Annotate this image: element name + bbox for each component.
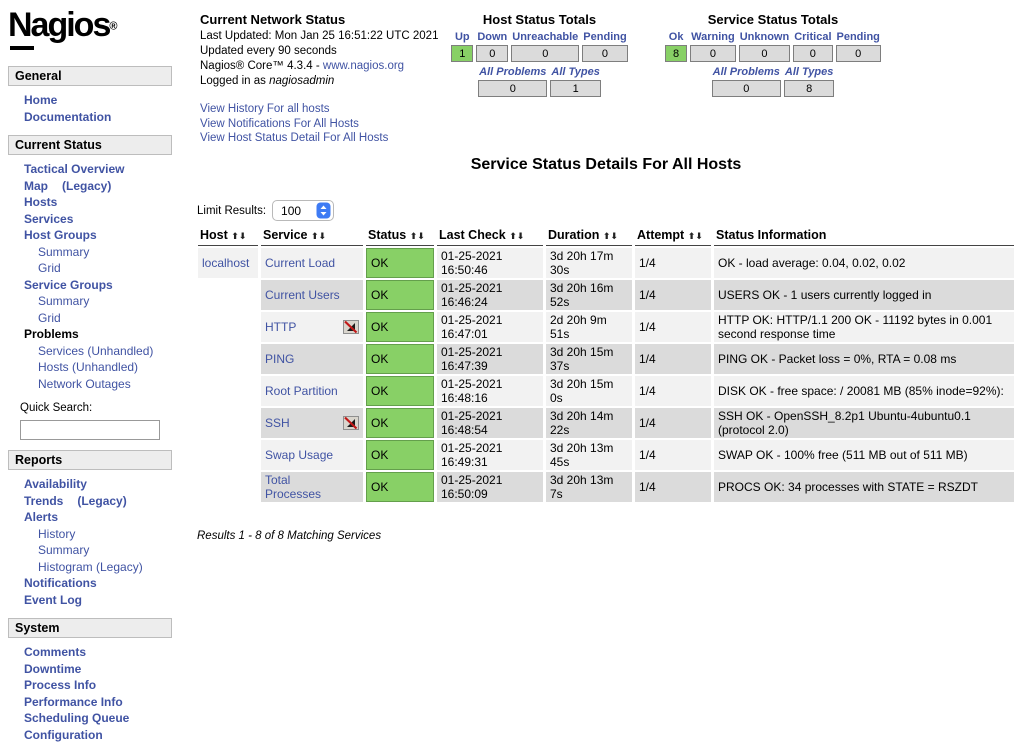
service-ok-link[interactable]: Ok: [665, 31, 687, 43]
section-title: General: [15, 69, 62, 83]
service-totals-title: Service Status Totals: [653, 12, 893, 27]
sidebar-item-services-unhandled[interactable]: Services (Unhandled): [24, 343, 172, 360]
sidebar-item-service-groups-grid[interactable]: Grid: [24, 310, 172, 327]
table-row: [198, 408, 1014, 438]
sidebar-item-performance-info[interactable]: Performance Info: [24, 694, 172, 711]
column-header-status: [366, 227, 434, 246]
sort-descending-icon: ⬇: [319, 231, 327, 241]
update-interval-text: Updated every 90 seconds: [200, 44, 465, 59]
table-row: [198, 376, 1014, 406]
sort-ascending-icon: ⬆: [231, 231, 239, 241]
status-information-cell: DISK OK - free space: / 20081 MB (85% inode=92%):: [714, 376, 1014, 406]
service-warning-link[interactable]: Warning: [690, 31, 736, 43]
version-line: [200, 59, 465, 74]
sort-ascending-icon: ⬆: [688, 231, 696, 241]
service-all-types-link[interactable]: All Types: [784, 66, 835, 78]
reports-items: [8, 476, 172, 608]
network-status-title: Current Network Status: [200, 12, 465, 27]
service-unknown-count[interactable]: 0: [739, 45, 791, 62]
status-badge: OK: [366, 472, 434, 502]
status-badge: OK: [366, 280, 434, 310]
sidebar-item-trends: [24, 493, 172, 510]
sort-service[interactable]: [311, 231, 326, 241]
attempt-cell: 1/4: [635, 280, 711, 310]
table-row: [198, 472, 1014, 502]
last-check-cell: 01-25-2021 16:48:16: [437, 376, 543, 406]
host-unreachable-link[interactable]: Unreachable: [511, 31, 579, 43]
table-row: [198, 280, 1014, 310]
version-text: Nagios® Core™ 4.3.4 -: [200, 60, 323, 72]
service-link[interactable]: Current Load: [265, 256, 335, 270]
sidebar-item-hosts-unhandled[interactable]: Hosts (Unhandled): [24, 359, 172, 376]
sidebar-item-documentation[interactable]: Documentation: [24, 109, 172, 126]
column-header-status-information: [714, 227, 1014, 246]
duration-cell: 3d 20h 15m 37s: [546, 344, 632, 374]
host-down-link[interactable]: Down: [476, 31, 508, 43]
sort-descending-icon: ⬇: [610, 231, 618, 241]
attempt-cell: 1/4: [635, 408, 711, 438]
host-totals-table: [448, 29, 630, 64]
select-stepper-icon: [316, 202, 331, 219]
map-legacy-link[interactable]: (Legacy): [62, 179, 111, 193]
attempt-cell: 1/4: [635, 376, 711, 406]
host-status-totals: [437, 12, 642, 99]
quick-search: [20, 402, 172, 440]
host-header-label: Host: [200, 228, 228, 242]
sidebar-item-host-groups-grid[interactable]: Grid: [24, 260, 172, 277]
sort-attempt[interactable]: [688, 231, 703, 241]
service-all-problems-link[interactable]: All Problems: [712, 66, 781, 78]
sidebar-item-alerts-histogram[interactable]: Histogram (Legacy): [24, 559, 172, 576]
service-pending-link[interactable]: Pending: [836, 31, 881, 43]
status-header-label: Status: [368, 228, 406, 242]
sidebar-item-notifications[interactable]: Notifications: [24, 575, 172, 592]
service-totals-table: [662, 29, 884, 64]
table-row: [198, 440, 1014, 470]
attempt-cell: 1/4: [635, 344, 711, 374]
sidebar-item-alerts-history[interactable]: History: [24, 526, 172, 543]
service-pending-count[interactable]: 0: [836, 45, 881, 62]
service-status-totals: [653, 12, 893, 99]
host-pending-count[interactable]: 0: [582, 45, 627, 62]
host-totals-title: Host Status Totals: [437, 12, 642, 27]
host-all-types-link[interactable]: All Types: [550, 66, 601, 78]
logged-in-user: nagiosadmin: [269, 75, 334, 87]
section-title: Reports: [15, 453, 62, 467]
service-warning-count[interactable]: 0: [690, 45, 736, 62]
sort-last-check[interactable]: [509, 231, 524, 241]
host-unreachable-count[interactable]: 0: [511, 45, 579, 62]
sidebar-section-current-status: [8, 135, 172, 155]
sidebar-item-home[interactable]: Home: [24, 92, 172, 109]
service-ok-count[interactable]: 8: [665, 45, 687, 62]
host-all-problems-count[interactable]: 0: [478, 80, 547, 97]
service-critical-count[interactable]: 0: [793, 45, 832, 62]
sidebar-item-tactical-overview[interactable]: Tactical Overview: [24, 161, 172, 178]
sort-descending-icon: ⬇: [695, 231, 703, 241]
last-check-cell: 01-25-2021 16:50:09: [437, 472, 543, 502]
general-items: [8, 92, 172, 125]
sidebar-item-comments[interactable]: Comments: [24, 644, 172, 661]
table-row: [198, 344, 1014, 374]
service-totals-summary-table: [709, 64, 838, 99]
status-badge: OK: [366, 344, 434, 374]
status-information-cell: PROCS OK: 34 processes with STATE = RSZDT: [714, 472, 1014, 502]
last-check-cell: 01-25-2021 16:47:01: [437, 312, 543, 342]
quick-search-label: Quick Search:: [20, 402, 172, 414]
sidebar-section-general: [8, 66, 172, 86]
sidebar-item-host-groups[interactable]: Host Groups: [24, 227, 172, 244]
service-link[interactable]: PING: [265, 352, 294, 366]
sidebar-item-service-groups-summary[interactable]: Summary: [24, 293, 172, 310]
sort-host[interactable]: [231, 231, 246, 241]
nagios-logo[interactable]: [8, 6, 172, 56]
host-down-count[interactable]: 0: [476, 45, 508, 62]
service-all-types-count[interactable]: 8: [784, 80, 835, 97]
sidebar-item-event-log[interactable]: Event Log: [24, 592, 172, 609]
limit-results-value: 100: [281, 204, 301, 218]
logged-in-text: Logged in as: [200, 75, 269, 87]
sort-ascending-icon: ⬆: [311, 231, 319, 241]
service-critical-link[interactable]: Critical: [793, 31, 832, 43]
notifications-disabled-icon[interactable]: [343, 320, 359, 334]
status-header-zone: [195, 10, 1017, 150]
logo-underline: [10, 46, 34, 50]
section-title: Current Status: [15, 138, 102, 152]
attempt-cell: 1/4: [635, 248, 711, 278]
duration-header-label: Duration: [548, 228, 599, 242]
limit-results-row: [197, 200, 1017, 221]
service-header-label: Service: [263, 228, 307, 242]
service-link[interactable]: Total Processes: [265, 473, 337, 501]
sort-duration[interactable]: [603, 231, 618, 241]
status-information-cell: PING OK - Packet loss = 0%, RTA = 0.08 ms: [714, 344, 1014, 374]
status-badge: OK: [366, 440, 434, 470]
status-badge: OK: [366, 408, 434, 438]
last-check-cell: 01-25-2021 16:48:54: [437, 408, 543, 438]
sidebar-item-process-info[interactable]: Process Info: [24, 677, 172, 694]
service-unknown-link[interactable]: Unknown: [739, 31, 791, 43]
duration-cell: 3d 20h 13m 7s: [546, 472, 632, 502]
last-check-header-label: Last Check: [439, 228, 506, 242]
host-all-problems-link[interactable]: All Problems: [478, 66, 547, 78]
service-link[interactable]: HTTP: [265, 320, 296, 334]
sidebar-item-network-outages[interactable]: Network Outages: [24, 376, 172, 393]
sidebar-section-system: [8, 618, 172, 638]
sidebar-item-map: [24, 178, 172, 195]
trends-legacy-link[interactable]: (Legacy): [77, 494, 126, 508]
sidebar-section-reports: [8, 450, 172, 470]
sidebar-item-alerts-summary[interactable]: Summary: [24, 542, 172, 559]
status-badge: OK: [366, 376, 434, 406]
service-link[interactable]: Root Partition: [265, 384, 338, 398]
last-check-cell: 01-25-2021 16:46:24: [437, 280, 543, 310]
sidebar-item-downtime[interactable]: Downtime: [24, 661, 172, 678]
column-header-service: [261, 227, 363, 246]
sidebar-item-availability[interactable]: Availability: [24, 476, 172, 493]
sort-ascending-icon: ⬆: [410, 231, 418, 241]
host-totals-summary-table: [475, 64, 604, 99]
nagios-logo-text: Nagios: [8, 6, 109, 44]
column-header-last-check: [437, 227, 543, 246]
limit-results-label: Limit Results:: [197, 205, 266, 217]
attempt-cell: 1/4: [635, 440, 711, 470]
sidebar-item-services[interactable]: Services: [24, 211, 172, 228]
host-all-types-count[interactable]: 1: [550, 80, 601, 97]
status-information-cell: SSH OK - OpenSSH_8.2p1 Ubuntu-4ubuntu0.1 (protocol 2.0): [714, 408, 1014, 438]
host-link[interactable]: localhost: [202, 256, 249, 270]
host-up-link[interactable]: Up: [451, 31, 473, 43]
status-information-header-label: Status Information: [716, 228, 826, 242]
last-updated-text: Last Updated: Mon Jan 25 16:51:22 UTC 2021: [200, 29, 465, 44]
last-check-cell: 01-25-2021 16:47:39: [437, 344, 543, 374]
status-information-cell: USERS OK - 1 users currently logged in: [714, 280, 1014, 310]
page-title: Service Status Details For All Hosts: [195, 156, 1017, 174]
service-all-problems-count[interactable]: 0: [712, 80, 781, 97]
logged-in-line: [200, 74, 465, 89]
status-information-cell: HTTP OK: HTTP/1.1 200 OK - 11192 bytes in 0.001 second response time: [714, 312, 1014, 342]
status-information-cell: SWAP OK - 100% free (511 MB out of 511 MB): [714, 440, 1014, 470]
current-status-items: [8, 161, 172, 440]
sidebar-item-configuration[interactable]: Configuration: [24, 727, 172, 743]
trends-link[interactable]: Trends: [24, 494, 63, 508]
duration-cell: 3d 20h 16m 52s: [546, 280, 632, 310]
sidebar-item-alerts[interactable]: Alerts: [24, 509, 172, 526]
duration-cell: 3d 20h 15m 0s: [546, 376, 632, 406]
view-links: [200, 102, 465, 146]
view-host-status-link[interactable]: View Host Status Detail For All Hosts: [200, 131, 465, 146]
sidebar-item-scheduling-queue[interactable]: Scheduling Queue: [24, 710, 172, 727]
attempt-header-label: Attempt: [637, 228, 684, 242]
main-content: [195, 10, 1017, 542]
service-status-table: [195, 225, 1017, 504]
attempt-cell: 1/4: [635, 472, 711, 502]
current-network-status: [200, 12, 465, 146]
column-header-attempt: [635, 227, 711, 246]
view-notifications-link[interactable]: View Notifications For All Hosts: [200, 117, 465, 132]
duration-cell: 3d 20h 14m 22s: [546, 408, 632, 438]
last-check-cell: 01-25-2021 16:50:46: [437, 248, 543, 278]
column-header-host: [198, 227, 258, 246]
view-history-link[interactable]: View History For all hosts: [200, 102, 465, 117]
sidebar-item-service-groups[interactable]: Service Groups: [24, 277, 172, 294]
sort-status[interactable]: [410, 231, 425, 241]
limit-results-select[interactable]: [272, 200, 334, 221]
status-badge: OK: [366, 248, 434, 278]
column-header-duration: [546, 227, 632, 246]
results-count-line: Results 1 - 8 of 8 Matching Services: [197, 530, 1017, 542]
table-header-row: [198, 227, 1014, 246]
sort-descending-icon: ⬇: [239, 231, 247, 241]
table-row: [198, 248, 1014, 278]
sidebar-item-problems: Problems: [24, 326, 172, 343]
service-link[interactable]: Swap Usage: [265, 448, 333, 462]
section-title: System: [15, 621, 59, 635]
duration-cell: 2d 20h 9m 51s: [546, 312, 632, 342]
service-link[interactable]: SSH: [265, 416, 290, 430]
attempt-cell: 1/4: [635, 312, 711, 342]
sidebar-item-hosts[interactable]: Hosts: [24, 194, 172, 211]
table-row: [198, 312, 1014, 342]
quick-search-input[interactable]: [20, 420, 160, 440]
nagios-org-link[interactable]: www.nagios.org: [323, 60, 404, 72]
sort-ascending-icon: ⬆: [603, 231, 611, 241]
host-pending-link[interactable]: Pending: [582, 31, 627, 43]
notifications-disabled-icon[interactable]: [343, 416, 359, 430]
sort-ascending-icon: ⬆: [509, 231, 517, 241]
last-check-cell: 01-25-2021 16:49:31: [437, 440, 543, 470]
sidebar-item-host-groups-summary[interactable]: Summary: [24, 244, 172, 261]
duration-cell: 3d 20h 13m 45s: [546, 440, 632, 470]
map-link[interactable]: Map: [24, 179, 48, 193]
status-badge: OK: [366, 312, 434, 342]
sidebar: [8, 6, 172, 743]
host-up-count[interactable]: 1: [451, 45, 473, 62]
sort-descending-icon: ⬇: [417, 231, 425, 241]
sort-descending-icon: ⬇: [517, 231, 525, 241]
status-information-cell: OK - load average: 0.04, 0.02, 0.02: [714, 248, 1014, 278]
system-items: [8, 644, 172, 743]
registered-mark: ®: [109, 21, 117, 33]
service-link[interactable]: Current Users: [265, 288, 340, 302]
duration-cell: 3d 20h 17m 30s: [546, 248, 632, 278]
